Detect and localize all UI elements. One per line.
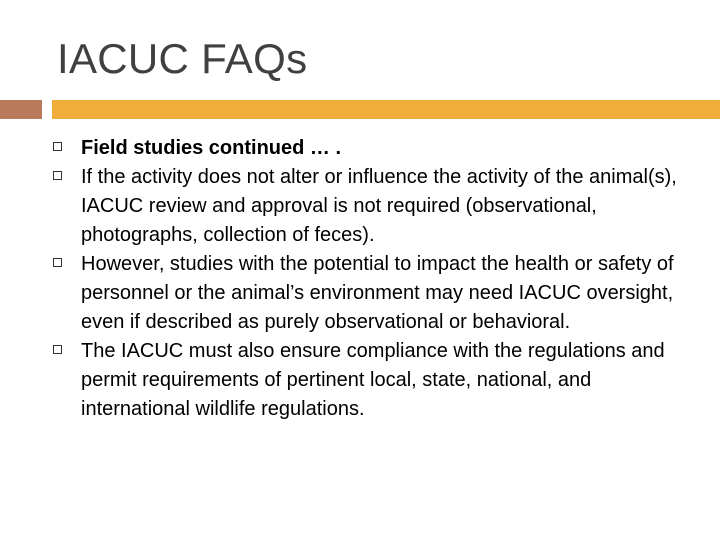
bullet-item-oversight [52, 250, 702, 337]
bullet-item-field-studies [52, 134, 702, 163]
bullet-text: The IACUC must also ensure compliance with the regulations and permit requirements of pertinent local, state, national, and international wildlife regulations. [81, 340, 665, 420]
bullet-item-not-required [52, 163, 702, 250]
title-accent-bar-left [0, 100, 42, 119]
title-accent-bar-main [52, 100, 720, 119]
hollow-square-bullet-icon [53, 258, 62, 267]
hollow-square-bullet-icon [53, 345, 62, 354]
bullet-text: If the activity does not alter or influence the activity of the animal(s), IACUC review and approval is not required (observational, photographs, collection of feces). [81, 166, 677, 246]
bullet-text: However, studies with the potential to impact the health or safety of personnel or the animal’s environment may need IACUC oversight, even if described as purely observational or behavioral. [81, 253, 674, 333]
hollow-square-bullet-icon [53, 171, 62, 180]
bullet-item-compliance [52, 337, 702, 424]
bullet-text: Field studies continued … . [81, 137, 342, 159]
hollow-square-bullet-icon [53, 142, 62, 151]
bullet-list [52, 134, 702, 424]
slide-title: IACUC FAQs [57, 35, 308, 82]
